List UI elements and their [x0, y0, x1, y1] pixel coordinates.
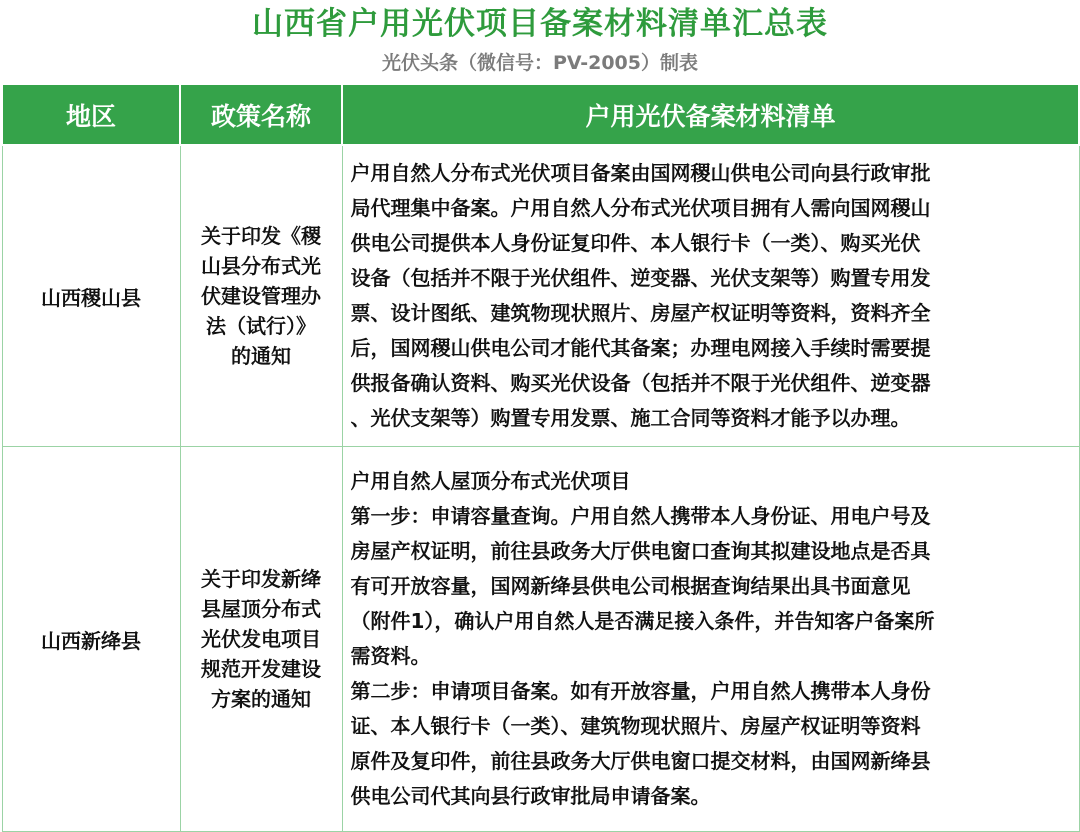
region-cell: 山西稷山县: [2, 145, 180, 447]
materials-line: 需资料。: [350, 644, 431, 668]
header-materials-list: 户用光伏备案材料清单: [342, 84, 1079, 145]
materials-line: 证、本人银行卡（一类）、建筑物现状照片、房屋产权证明等资料: [350, 714, 921, 738]
policy-line: 的通知: [231, 344, 291, 368]
materials-line: 供电公司代其向县行政审批局申请备案。: [350, 784, 711, 808]
materials-line: （附件1），确认户用自然人是否满足接入条件，并告知客户备案所: [350, 609, 935, 633]
header-policy-name: 政策名称: [180, 84, 342, 145]
policy-line: 伏建设管理办: [201, 284, 321, 308]
materials-line: 第二步：申请项目备案。如有开放容量，户用自然人携带本人身份: [350, 679, 931, 703]
policy-line: 关于印发《稷: [201, 224, 321, 248]
materials-line: 设备（包括并不限于光伏组件、逆变器、光伏支架等）购置专用发: [350, 266, 931, 290]
materials-line: 局代理集中备案。户用自然人分布式光伏项目拥有人需向国网稷山: [350, 196, 931, 220]
materials-line: 户用自然人屋顶分布式光伏项目: [350, 469, 631, 493]
header-region: 地区: [2, 84, 180, 145]
materials-line: 房屋产权证明，前往县政务大厅供电窗口查询其拟建设地点是否具: [350, 539, 931, 563]
summary-table: [1, 83, 1080, 832]
materials-line: 、光伏支架等）购置专用发票、施工合同等资料才能予以办理。: [350, 406, 911, 430]
policy-line: 方案的通知: [211, 687, 311, 711]
table-header-row: [2, 84, 1079, 145]
region-cell: 山西新绛县: [2, 447, 180, 832]
table-row: [2, 145, 1079, 447]
materials-line: 后，国网稷山供电公司才能代其备案；办理电网接入手续时需要提: [350, 336, 931, 360]
policy-line: 规范开发建设: [201, 657, 321, 681]
materials-line: 第一步：申请容量查询。户用自然人携带本人身份证、用电户号及: [350, 504, 931, 528]
policy-line: 关于印发新绛: [201, 567, 321, 591]
materials-line: 票、设计图纸、建筑物现状照片、房屋产权证明等资料，资料齐全: [350, 301, 931, 325]
policy-line: 光伏发电项目: [201, 627, 321, 651]
policy-line: 法（试行）》: [206, 314, 316, 338]
materials-line: 供电公司提供本人身份证复印件、本人银行卡（一类）、购买光伏: [350, 231, 921, 255]
policy-line: 县屋顶分布式: [201, 597, 321, 621]
policy-line: 山县分布式光: [201, 254, 321, 278]
page-title: 山西省户用光伏项目备案材料清单汇总表: [252, 6, 828, 42]
materials-cell: [342, 145, 1079, 447]
policy-cell: [180, 447, 342, 832]
materials-line: 有可开放容量，国网新绛县供电公司根据查询结果出具书面意见: [350, 574, 911, 598]
page-subtitle: 光伏头条（微信号：PV-2005）制表: [381, 52, 698, 74]
materials-line: 供报备确认资料、购买光伏设备（包括并不限于光伏组件、逆变器: [350, 371, 931, 395]
materials-line: 户用自然人分布式光伏项目备案由国网稷山供电公司向县行政审批: [350, 161, 931, 185]
policy-cell: [180, 145, 342, 447]
table-row: [2, 447, 1079, 832]
materials-line: 原件及复印件，前往县政务大厅供电窗口提交材料，由国网新绛县: [350, 749, 931, 773]
materials-cell: [342, 447, 1079, 832]
